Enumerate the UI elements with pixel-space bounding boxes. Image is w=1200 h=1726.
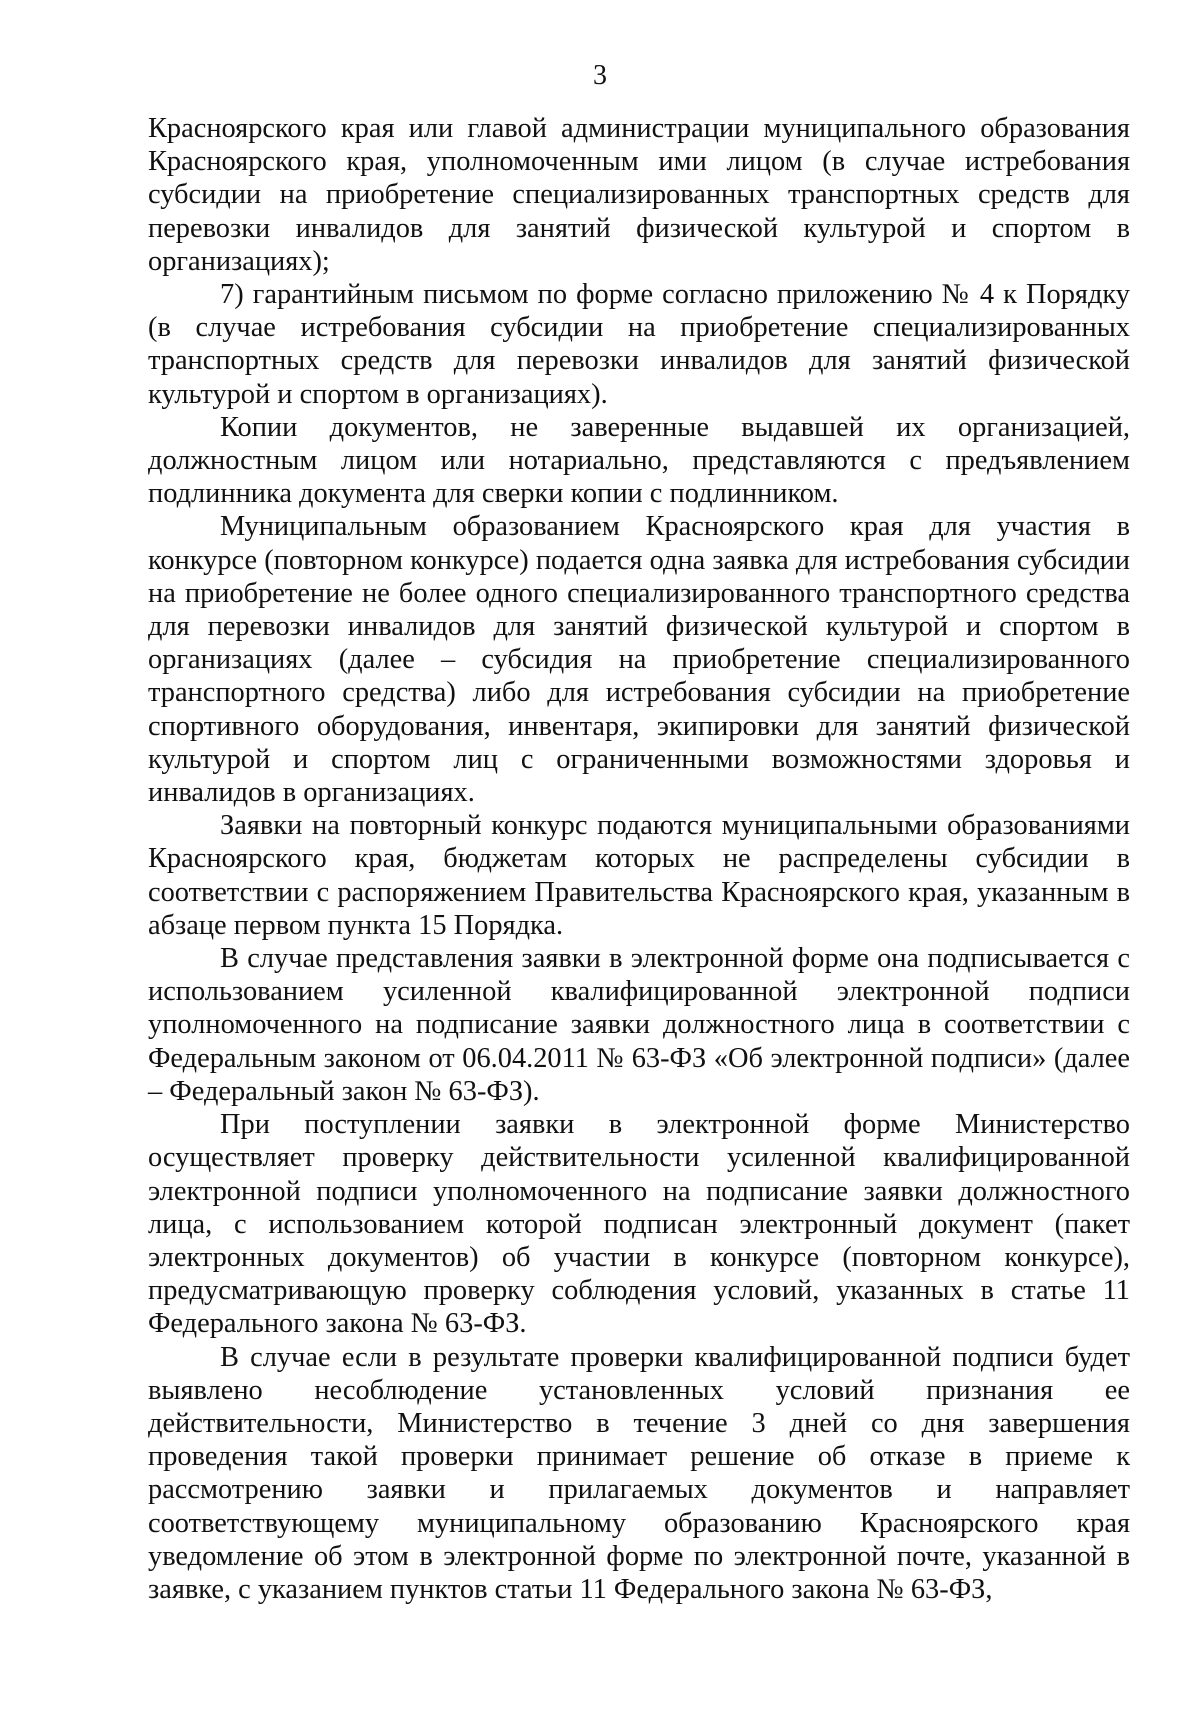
paragraph-check-failure: В случае если в результате проверки квалифицированной подписи будет выявлено несоблюдение установленных условий признания ее действительности, Министерство в течение 3 дней со дня завершения проведения такой проверки принимает решение об отказе в приеме к рассмотрению заявки и прилагаемых документов и направляет соответствующему муниципальному образованию Красноярского края уведомление об этом в электронной форме по электронной почте, указанной в заявке, с указанием пунктов статьи 11 Федерального закона № 63-ФЗ, bbox=[148, 1341, 1130, 1605]
paragraph-copies: Копии документов, не заверенные выдавшей их организацией, должностным лицом или нотариально, представляются с предъявлением подлинника документа для сверки копии с подлинником. bbox=[148, 411, 1130, 510]
paragraph-continuation: Красноярского края или главой администрации муниципального образования Красноярского края, уполномоченным ими лицом (в случае истребования субсидии на приобретение специализированных транспортных средств для перевозки инвалидов для занятий физической культурой и спортом в организациях); bbox=[148, 113, 1130, 277]
paragraph-repeat-contest: Заявки на повторный конкурс подаются муниципальными образованиями Красноярского края, бюджетам которых не распределены субсидии в соответствии с распоряжением Правительства Красноярского края, указанным в абзаце первом пункта 15 Порядка. bbox=[148, 810, 1130, 941]
paragraph-signature-check: При поступлении заявки в электронной форме Министерство осуществляет проверку действительности усиленной квалифицированной электронной подписи уполномоченного на подписание заявки должностного лица, с использованием которой подписан электронный документ (пакет электронных документов) об участии в конкурсе (повторном конкурсе), предусматривающую проверку соблюдения условий, указанных в статье 11 Федерального закона № 63-ФЗ. bbox=[148, 1109, 1130, 1340]
paragraph-one-application: Муниципальным образованием Красноярского края для участия в конкурсе (повторном конкурсе) подается одна заявка для истребования субсидии на приобретение не более одного специализированного транспортного средства для перевозки инвалидов для занятий физической культурой и спортом в организациях (далее – субсидия на приобретение специализированного транспортного средства) либо для истребования субсидии на приобретение спортивного оборудования, инвентаря, экипировки для занятий физической культурой и спортом лиц с ограниченными возможностями здоровья и инвалидов в организациях. bbox=[148, 511, 1130, 809]
page-number: 3 bbox=[593, 60, 607, 91]
document-body bbox=[148, 112, 1130, 1606]
paragraph-item-7: 7) гарантийным письмом по форме согласно приложению № 4 к Порядку (в случае истребования субсидии на приобретение специализированных транспортных средств для перевозки инвалидов для занятий физической культурой и спортом в организациях). bbox=[148, 279, 1130, 410]
paragraph-electronic-form: В случае представления заявки в электронной форме она подписывается с использованием усиленной квалифицированной электронной подписи уполномоченного на подписание заявки должностного лица в соответствии с Федеральным законом от 06.04.2011 № 63-ФЗ «Об электронной подписи» (далее – Федеральный закон № 63-ФЗ). bbox=[148, 943, 1130, 1107]
